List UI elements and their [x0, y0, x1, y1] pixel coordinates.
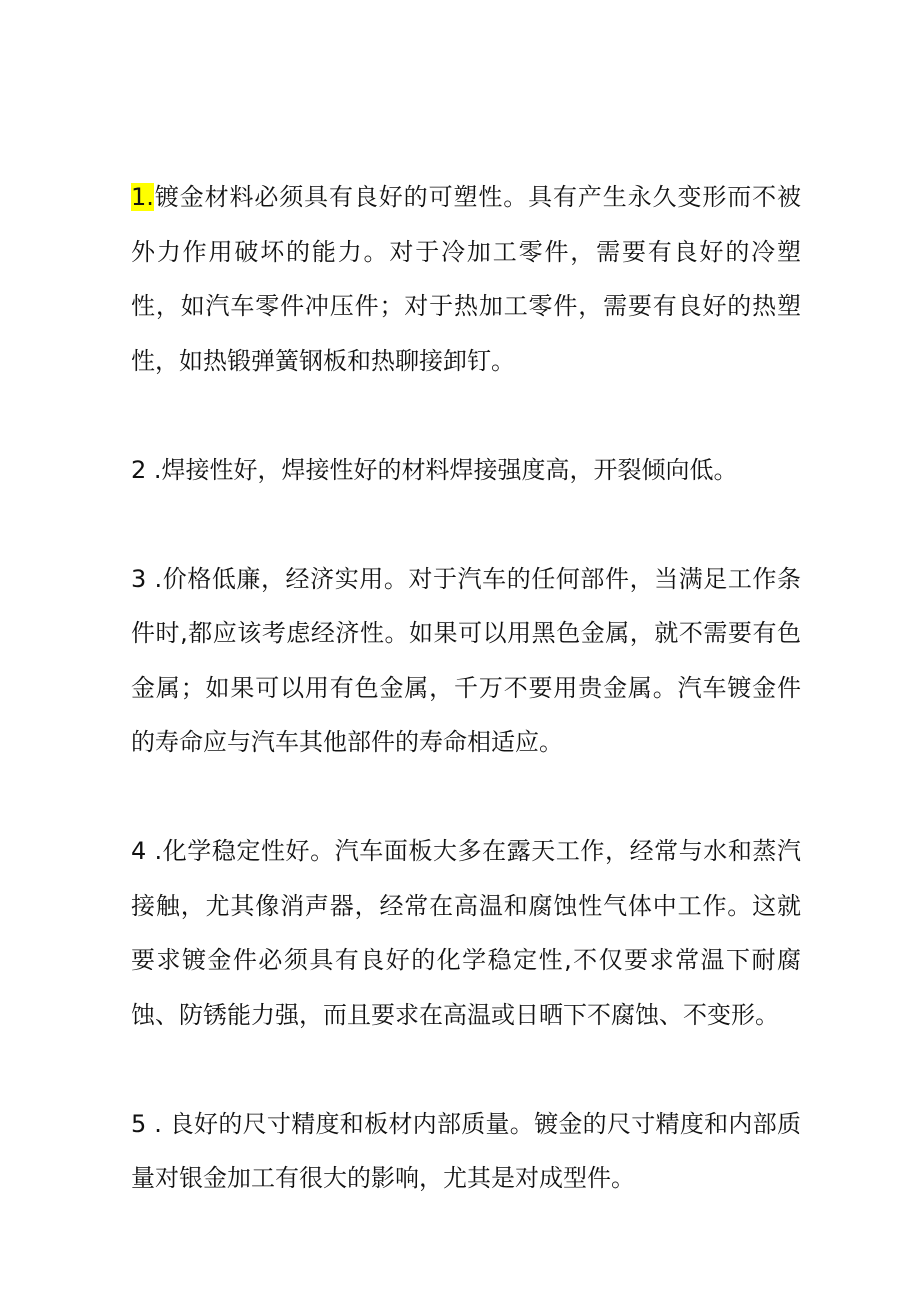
- paragraph-text: 镀金材料必须具有良好的可塑性。具有产生永久变形而不被外力作用破坏的能力。对于冷加工零件，需要有良好的冷塑性，如汽车零件冲压件；对于热加工零件，需要有良好的热塑性，如热锻弹簧钢板和热聊接卸钉。: [131, 183, 801, 375]
- paragraph-2: [131, 443, 801, 498]
- paragraph-1: [131, 170, 801, 388]
- paragraph-separator: .: [146, 455, 162, 484]
- paragraph-number: 1: [131, 183, 147, 211]
- paragraph-number: 3: [131, 564, 147, 593]
- paragraph-separator: .: [146, 837, 163, 865]
- paragraph-text: 良好的尺寸精度和板材内部质量。镀金的尺寸精度和内部质量对银金加工有很大的影响，尤其是对成型件。: [131, 1109, 801, 1192]
- paragraph-number: 4: [131, 837, 147, 865]
- document-body: [131, 170, 801, 1206]
- paragraph-number: 5: [131, 1109, 147, 1138]
- paragraph-number: 2: [131, 455, 147, 484]
- paragraph-text: 焊接性好，焊接性好的材料焊接强度高，开裂倾向低。: [161, 455, 738, 484]
- paragraph-number-highlighted: [131, 183, 154, 211]
- paragraph-separator: .: [146, 1109, 170, 1138]
- paragraph-text: 化学稳定性好。汽车面板大多在露天工作，经常与水和蒸汽接触，尤其像消声器，经常在高温和腐蚀性气体中工作。这就要求镀金件必须具有良好的化学稳定性,不仅要求常温下耐腐蚀、防锈能力强，而且要求在高温或日晒下不腐蚀、不变形。: [131, 837, 802, 1029]
- paragraph-5: [131, 1097, 801, 1206]
- paragraph-4: [131, 824, 801, 1042]
- paragraph-text: 价格低廉，经济实用。对于汽车的任何部件，当满足工作条件时,都应该考虑经济性。如果可以用黑色金属，就不需要有色金属；如果可以用有色金属，千万不要用贵金属。汽车镀金件的寿命应与汽车其他部件的寿命相适应。: [131, 564, 802, 756]
- paragraph-separator: .: [146, 564, 163, 593]
- paragraph-3: [131, 552, 801, 770]
- paragraph-separator: .: [146, 183, 154, 211]
